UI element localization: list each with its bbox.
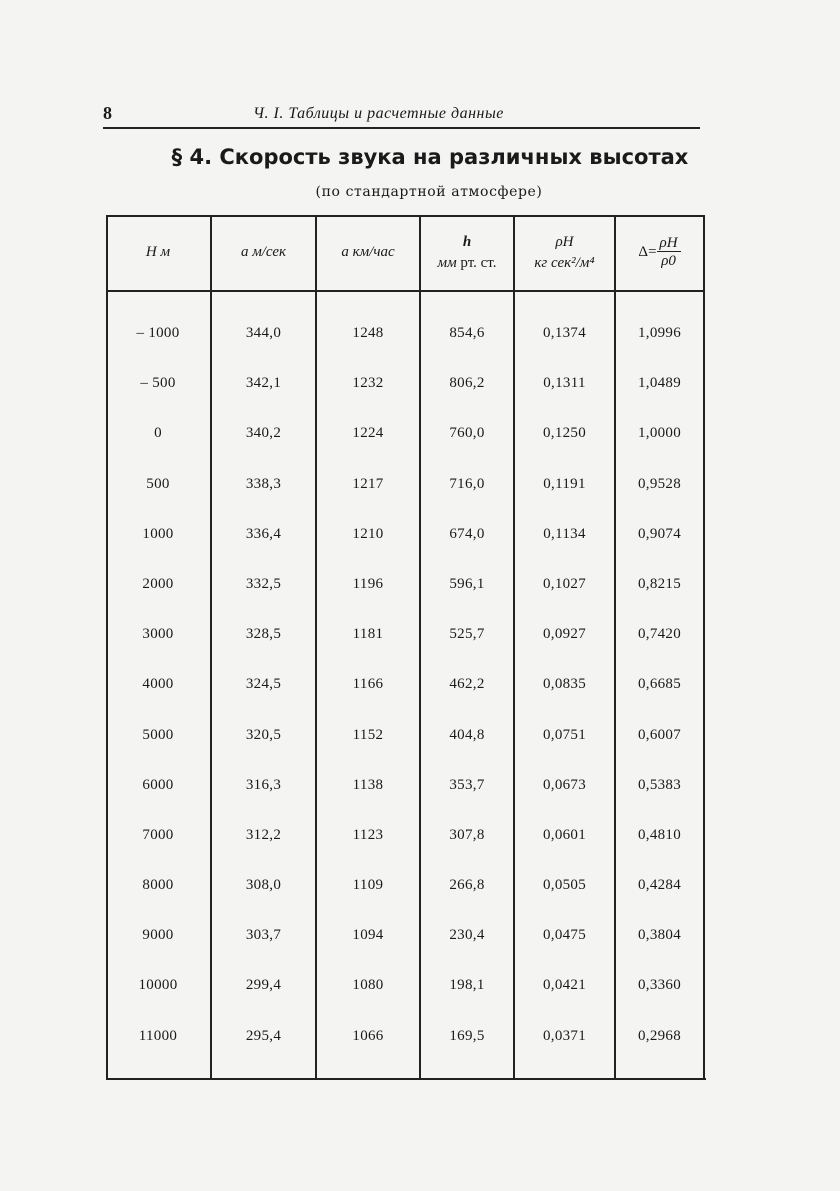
table-row: [106, 913, 706, 963]
cell-pressure: 674,0: [449, 525, 485, 542]
cell-pressure: 760,0: [449, 425, 485, 442]
cell-density: 0,0601: [542, 826, 587, 843]
col-header-speed-ms: a м/сек: [240, 244, 287, 260]
fraction-denominator: ρ0: [661, 253, 676, 269]
table-row: [106, 612, 706, 662]
table-row: [106, 713, 706, 763]
delta-lhs: Δ=: [638, 243, 657, 260]
cell-speed-ms: 299,4: [245, 977, 282, 994]
cell-relative-density: 1,0000: [637, 425, 682, 442]
cell-pressure: 404,8: [449, 726, 485, 743]
cell-altitude: 6000: [142, 776, 174, 793]
cell-altitude: 1000: [142, 525, 174, 542]
header-rule: [103, 127, 700, 129]
table-row: [106, 361, 706, 411]
cell-speed-kmh: 1123: [352, 826, 384, 843]
cell-pressure: 230,4: [449, 927, 485, 944]
cell-speed-kmh: 1232: [352, 375, 384, 392]
cell-altitude: 0: [154, 425, 162, 442]
cell-density: 0,1374: [542, 325, 587, 341]
cell-density: 0,1027: [542, 575, 587, 592]
cell-relative-density: 0,7420: [637, 626, 682, 643]
cell-density: 0,1134: [543, 525, 586, 542]
table-row: [106, 763, 706, 813]
cell-speed-ms: 312,2: [245, 826, 282, 843]
cell-speed-kmh: 1109: [352, 877, 384, 894]
section-subtitle: (по стандартной атмосфере): [315, 184, 543, 200]
cell-density: 0,1311: [543, 375, 586, 392]
cell-speed-kmh: 1080: [352, 977, 384, 994]
cell-relative-density: 0,9074: [637, 525, 682, 542]
col-header-density: [515, 215, 614, 290]
table-row: [106, 1014, 706, 1064]
cell-density: 0,0927: [542, 626, 587, 643]
cell-pressure: 854,6: [449, 325, 485, 341]
table-row: [106, 311, 706, 361]
cell-speed-kmh: 1094: [352, 927, 384, 944]
cell-speed-kmh: 1248: [352, 325, 384, 341]
cell-altitude: 9000: [142, 927, 174, 944]
cell-pressure: 716,0: [449, 475, 485, 492]
cell-pressure: 462,2: [449, 676, 485, 693]
running-title: Ч. I. Таблицы и расчетные данные: [253, 105, 504, 122]
cell-speed-ms: 342,1: [245, 375, 282, 392]
cell-altitude: 10000: [138, 977, 178, 994]
cell-pressure: 353,7: [449, 776, 485, 793]
cell-density: 0,0421: [542, 977, 587, 994]
cell-relative-density: 0,5383: [637, 776, 682, 793]
table-body: [106, 311, 706, 1064]
cell-altitude: – 500: [140, 375, 176, 392]
cell-pressure: 266,8: [449, 877, 485, 894]
cell-altitude: – 1000: [136, 325, 180, 341]
fraction-numerator: ρH: [657, 235, 681, 252]
section-title: § 4. Скорость звука на различных высотах: [171, 145, 689, 169]
cell-altitude: 11000: [138, 1027, 178, 1044]
cell-relative-density: 0,3360: [637, 977, 682, 994]
density-ratio-fraction: [657, 235, 681, 270]
cell-speed-ms: 316,3: [245, 776, 282, 793]
col-header-speed-kmh: a км/час: [341, 244, 395, 260]
cell-relative-density: 0,9528: [637, 475, 682, 492]
cell-speed-ms: 338,3: [245, 475, 282, 492]
cell-speed-ms: 328,5: [245, 626, 282, 643]
cell-speed-ms: 303,7: [245, 927, 282, 944]
cell-altitude: 7000: [142, 826, 174, 843]
cell-altitude: 500: [146, 475, 170, 492]
cell-relative-density: 0,4284: [637, 877, 682, 894]
table-bottom-rule: [106, 1078, 706, 1080]
cell-speed-kmh: 1217: [352, 475, 384, 492]
col-header-altitude: H м: [145, 244, 171, 260]
cell-speed-ms: 344,0: [245, 325, 282, 341]
cell-pressure: 169,5: [449, 1027, 485, 1044]
cell-pressure: 198,1: [449, 977, 485, 994]
density-symbol: ρH: [555, 233, 574, 250]
cell-relative-density: 0,3804: [637, 927, 682, 944]
cell-pressure: 806,2: [449, 375, 485, 392]
page-number: 8: [103, 103, 112, 123]
cell-altitude: 2000: [142, 575, 174, 592]
cell-density: 0,1250: [542, 425, 587, 442]
cell-speed-kmh: 1166: [352, 676, 384, 693]
cell-relative-density: 0,8215: [637, 575, 682, 592]
cell-altitude: 5000: [142, 726, 174, 743]
cell-pressure: 596,1: [449, 575, 485, 592]
table-row: [106, 963, 706, 1013]
table-row: [106, 462, 706, 512]
running-head: [103, 103, 703, 127]
table-row: [106, 562, 706, 612]
cell-speed-kmh: 1066: [352, 1027, 384, 1044]
table-row: [106, 813, 706, 863]
col-header-relative-density: [616, 215, 703, 290]
cell-density: 0,0751: [542, 726, 587, 743]
cell-speed-kmh: 1224: [352, 425, 384, 442]
cell-speed-kmh: 1210: [352, 525, 384, 542]
cell-relative-density: 0,2968: [637, 1027, 682, 1044]
cell-speed-kmh: 1138: [352, 776, 384, 793]
cell-relative-density: 1,0996: [637, 325, 682, 341]
cell-altitude: 3000: [142, 626, 174, 643]
pressure-unit-hg: рт. ст.: [460, 254, 497, 271]
pressure-unit-mm: мм: [437, 254, 457, 271]
cell-density: 0,0371: [542, 1027, 587, 1044]
cell-altitude: 4000: [142, 676, 174, 693]
cell-density: 0,0475: [542, 927, 587, 944]
col-header-pressure: [421, 215, 513, 290]
cell-relative-density: 0,6007: [637, 726, 682, 743]
cell-speed-ms: 320,5: [245, 726, 282, 743]
cell-density: 0,0835: [542, 676, 587, 693]
cell-pressure: 525,7: [449, 626, 485, 643]
cell-relative-density: 0,6685: [637, 676, 682, 693]
cell-density: 0,0673: [542, 776, 587, 793]
cell-speed-kmh: 1196: [352, 575, 384, 592]
cell-speed-ms: 295,4: [245, 1027, 282, 1044]
cell-speed-kmh: 1181: [352, 626, 384, 643]
table-row: [106, 411, 706, 461]
cell-speed-ms: 340,2: [245, 425, 282, 442]
table-row: [106, 662, 706, 712]
table-row: [106, 863, 706, 913]
cell-speed-ms: 308,0: [245, 877, 282, 894]
pressure-symbol: h: [462, 233, 472, 250]
cell-speed-ms: 332,5: [245, 575, 282, 592]
table-row: [106, 512, 706, 562]
cell-speed-ms: 336,4: [245, 525, 282, 542]
cell-density: 0,0505: [542, 877, 587, 894]
cell-relative-density: 0,4810: [637, 826, 682, 843]
cell-pressure: 307,8: [449, 826, 485, 843]
speed-of-sound-table: [106, 215, 706, 1081]
density-unit: кг сек²/м⁴: [534, 254, 595, 271]
cell-altitude: 8000: [142, 877, 174, 894]
cell-density: 0,1191: [543, 475, 586, 492]
cell-speed-kmh: 1152: [352, 726, 384, 743]
cell-speed-ms: 324,5: [245, 676, 282, 693]
cell-relative-density: 1,0489: [637, 375, 682, 392]
